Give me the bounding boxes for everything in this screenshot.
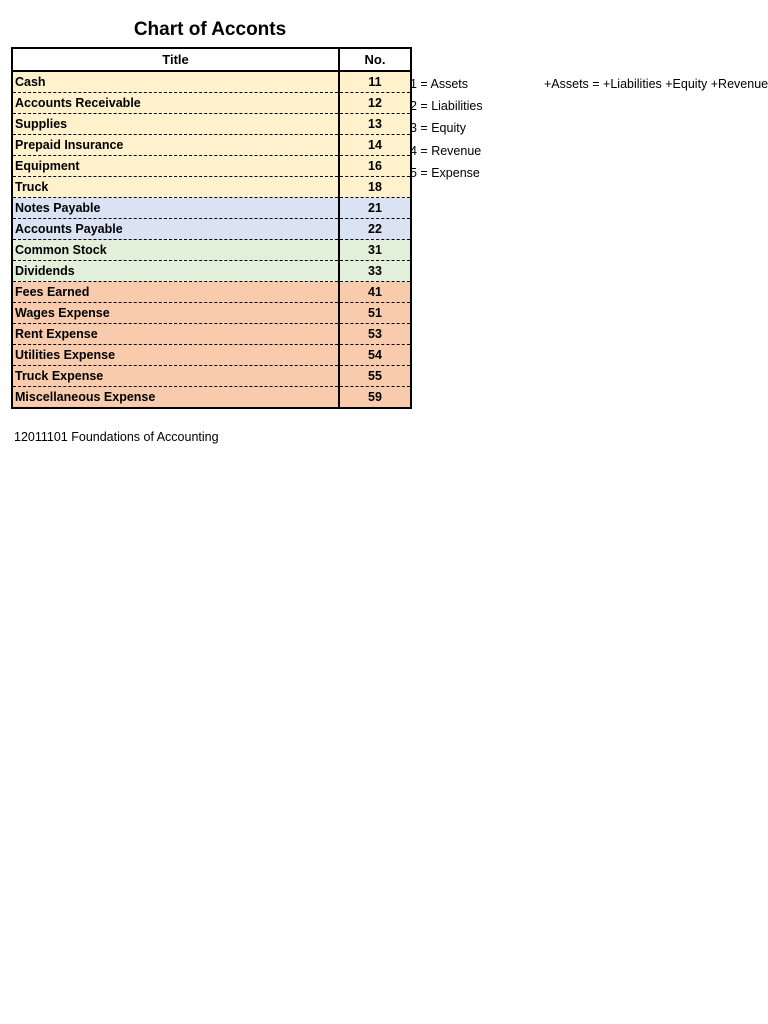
account-number-cell[interactable]: 21 bbox=[339, 198, 411, 219]
account-title-cell[interactable]: Miscellaneous Expense bbox=[12, 387, 339, 409]
course-footer-note: 12011101 Foundations of Accounting bbox=[14, 430, 219, 444]
table-row bbox=[12, 282, 411, 303]
account-number-cell[interactable]: 31 bbox=[339, 240, 411, 261]
table-row bbox=[12, 261, 411, 282]
table-row bbox=[12, 135, 411, 156]
account-title-cell[interactable]: Equipment bbox=[12, 156, 339, 177]
table-row bbox=[12, 387, 411, 409]
table-row bbox=[12, 366, 411, 387]
table-row bbox=[12, 198, 411, 219]
account-title-cell[interactable]: Truck Expense bbox=[12, 366, 339, 387]
table-row bbox=[12, 219, 411, 240]
account-title-cell[interactable]: Common Stock bbox=[12, 240, 339, 261]
account-number-legend bbox=[410, 73, 483, 184]
account-title-cell[interactable]: Rent Expense bbox=[12, 324, 339, 345]
table-row bbox=[12, 71, 411, 93]
account-title-cell[interactable]: Accounts Payable bbox=[12, 219, 339, 240]
legend-item: 2 = Liabilities bbox=[410, 99, 483, 114]
column-header-title[interactable]: Title bbox=[12, 48, 339, 71]
legend-item: 3 = Equity bbox=[410, 121, 466, 136]
account-number-cell[interactable]: 51 bbox=[339, 303, 411, 324]
table-row bbox=[12, 114, 411, 135]
accounting-equation: +Assets = +Liabilities +Equity +Revenue bbox=[544, 77, 768, 91]
page-title: Chart of Acconts bbox=[133, 19, 287, 40]
table-header-row bbox=[12, 48, 411, 71]
account-number-cell[interactable]: 12 bbox=[339, 93, 411, 114]
table-row bbox=[12, 156, 411, 177]
account-number-cell[interactable]: 54 bbox=[339, 345, 411, 366]
legend-item: 5 = Expense bbox=[410, 165, 480, 180]
legend-item: 4 = Revenue bbox=[410, 143, 482, 158]
account-title-cell[interactable]: Wages Expense bbox=[12, 303, 339, 324]
account-title-cell[interactable]: Notes Payable bbox=[12, 198, 339, 219]
account-number-cell[interactable]: 18 bbox=[339, 177, 411, 198]
table-row bbox=[12, 240, 411, 261]
account-title-cell[interactable]: Supplies bbox=[12, 114, 339, 135]
table-row bbox=[12, 177, 411, 198]
account-title-cell[interactable]: Fees Earned bbox=[12, 282, 339, 303]
table-row bbox=[12, 345, 411, 366]
legend-item: 1 = Assets bbox=[410, 77, 469, 91]
account-title-cell[interactable]: Prepaid Insurance bbox=[12, 135, 339, 156]
account-number-cell[interactable]: 53 bbox=[339, 324, 411, 345]
table-row bbox=[12, 324, 411, 345]
table-row bbox=[12, 93, 411, 114]
chart-of-accounts-table bbox=[11, 47, 412, 409]
account-title-cell[interactable]: Accounts Receivable bbox=[12, 93, 339, 114]
account-number-cell[interactable]: 33 bbox=[339, 261, 411, 282]
column-header-number[interactable]: No. bbox=[339, 48, 411, 71]
account-number-cell[interactable]: 59 bbox=[339, 387, 411, 409]
account-title-cell[interactable]: Utilities Expense bbox=[12, 345, 339, 366]
account-number-cell[interactable]: 14 bbox=[339, 135, 411, 156]
account-number-cell[interactable]: 13 bbox=[339, 114, 411, 135]
account-number-cell[interactable]: 11 bbox=[339, 71, 411, 93]
account-number-cell[interactable]: 55 bbox=[339, 366, 411, 387]
account-title-cell[interactable]: Cash bbox=[12, 71, 339, 93]
account-number-cell[interactable]: 16 bbox=[339, 156, 411, 177]
account-title-cell[interactable]: Dividends bbox=[12, 261, 339, 282]
account-number-cell[interactable]: 22 bbox=[339, 219, 411, 240]
account-number-cell[interactable]: 41 bbox=[339, 282, 411, 303]
table-body bbox=[12, 71, 411, 408]
account-title-cell[interactable]: Truck bbox=[12, 177, 339, 198]
table-row bbox=[12, 303, 411, 324]
